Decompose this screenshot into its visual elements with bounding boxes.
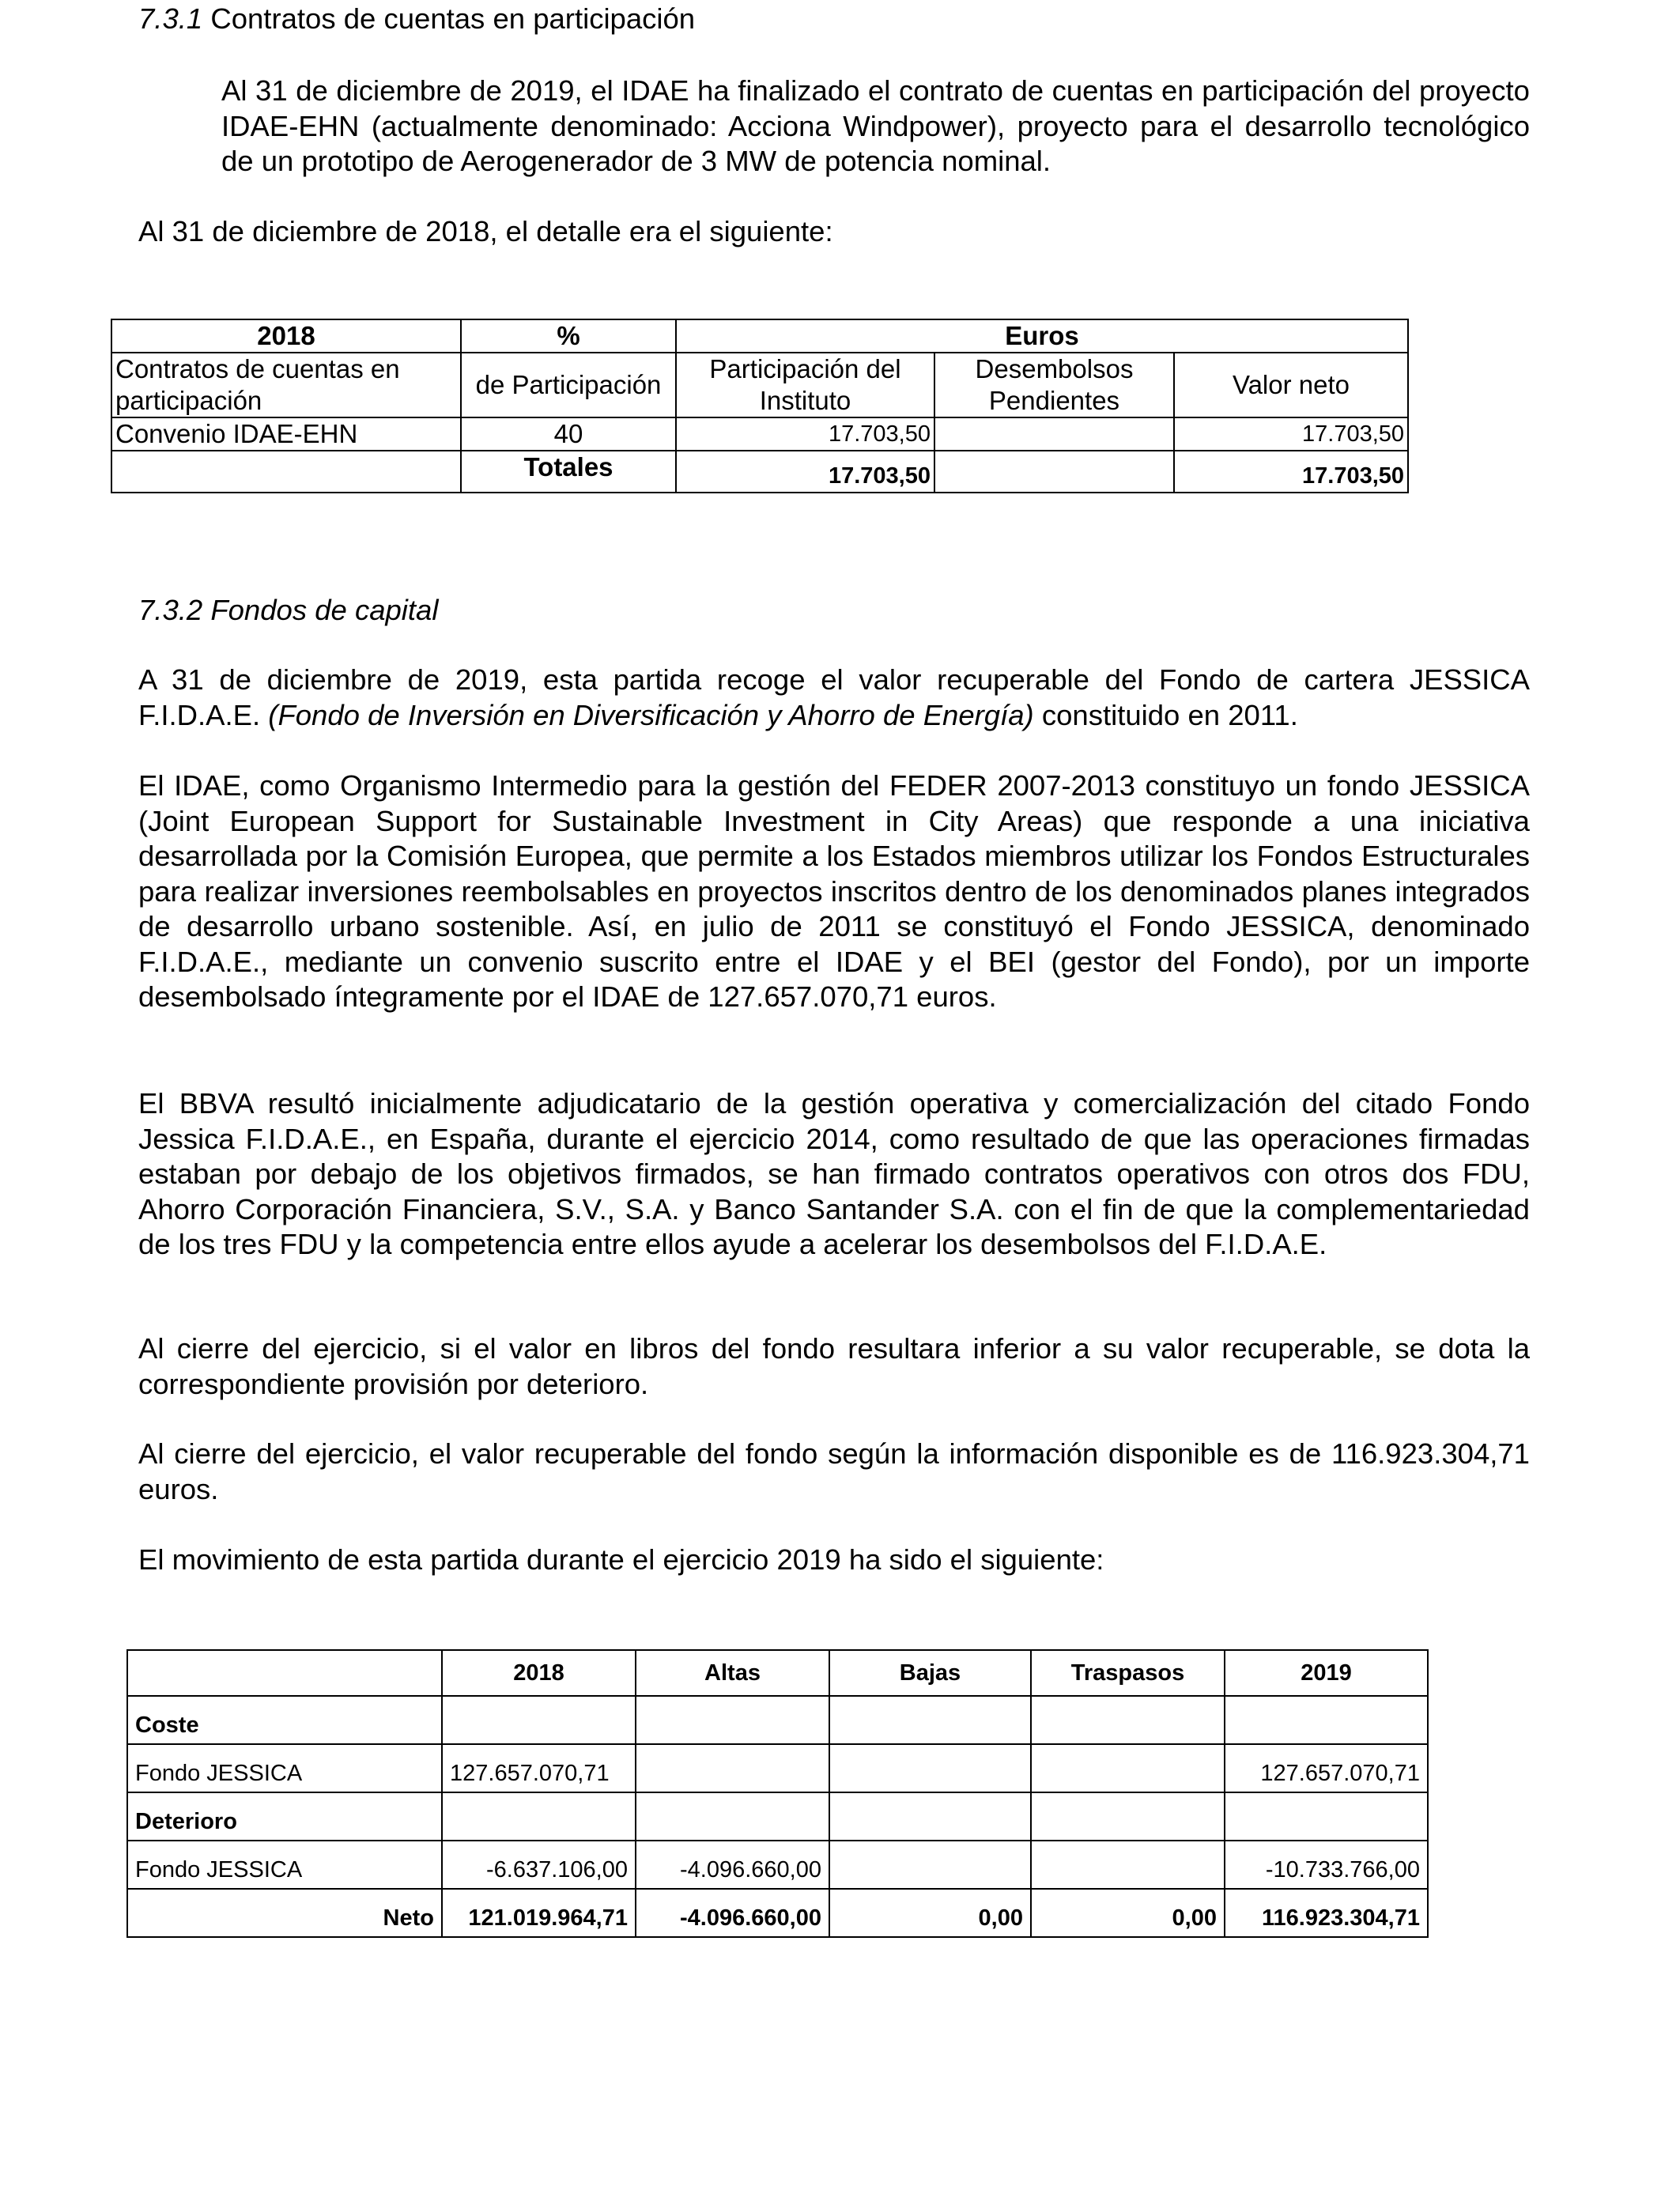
subheader-contracts: Contratos de cuentas en participación <box>111 353 461 417</box>
subheader-participation-institute: Participación del Instituto <box>676 353 934 417</box>
row-name: Convenio IDAE-EHN <box>111 417 461 451</box>
section-number: 7.3.1 <box>138 2 203 35</box>
table-row-coste-label <box>127 1696 1428 1744</box>
coste-label: Coste <box>127 1696 442 1744</box>
cell-2019: 127.657.070,71 <box>1225 1744 1428 1792</box>
cell-2018: 127.657.070,71 <box>442 1744 636 1792</box>
deterioro-label: Deterioro <box>127 1792 442 1841</box>
paragraph-movimiento-2019: El movimiento de esta partida durante el ejercicio 2019 ha sido el siguiente: <box>138 1543 1104 1576</box>
section-heading-7-3-1 <box>138 2 695 37</box>
movements-table <box>126 1649 1429 1938</box>
table-row <box>111 417 1408 451</box>
totals-label: Totales <box>461 451 676 493</box>
row-label: Fondo JESSICA <box>127 1841 442 1889</box>
table-header-row <box>127 1650 1428 1696</box>
table-row-coste <box>127 1744 1428 1792</box>
cell-bajas <box>829 1841 1031 1889</box>
paragraph-detalle-2018: Al 31 de diciembre de 2018, el detalle era el siguiente: <box>138 215 833 247</box>
table-row-deterioro <box>127 1841 1428 1889</box>
header-year: 2018 <box>111 319 461 353</box>
paragraph-idae-organismo: El IDAE, como Organismo Intermedio para la gestión del FEDER 2007-2013 constituyo un fondo JESSICA (Joint European Support for Sustainable Investment in City Areas) que responde a una iniciativa desarrollada por la Comisión Europea, que permite a los Estados miembros utilizar los Fondos Estructurales para realizar inversiones reembolsables en proyectos inscritos dentro de los denominados planes integrados de desarrollo urbano sostenible. Así, en julio de 2011 se constituyó el Fondo JESSICA, denominado F.I.D.A.E., mediante un convenio suscrito entre el IDAE y el BEI (gestor del Fondo), por un importe desembolsado íntegramente por el IDAE de 127.657.070,71 euros. <box>138 769 1530 1013</box>
cell-altas: -4.096.660,00 <box>636 1841 829 1889</box>
header-bajas: Bajas <box>829 1650 1031 1696</box>
cell-traspasos: 0,00 <box>1031 1889 1225 1937</box>
totals-empty <box>111 451 461 493</box>
cell-bajas <box>829 1744 1031 1792</box>
totals-net-value: 17.703,50 <box>1174 451 1408 493</box>
row-net-value: 17.703,50 <box>1174 417 1408 451</box>
row-label: Fondo JESSICA <box>127 1744 442 1792</box>
cell-2018: -6.637.106,00 <box>442 1841 636 1889</box>
p1-text-a: A 31 de diciembre de 2019, esta partida recoge el valor recuperable del Fondo de cartera JESSICA F.I.D.A.E. <box>138 663 1530 731</box>
row-pending <box>934 417 1174 451</box>
header-empty <box>127 1650 442 1696</box>
row-participation: 17.703,50 <box>676 417 934 451</box>
cell-2019: 116.923.304,71 <box>1225 1889 1428 1937</box>
cell-altas: -4.096.660,00 <box>636 1889 829 1937</box>
table-subheader-row <box>111 353 1408 417</box>
table-totals-row <box>111 451 1408 493</box>
table-row-deterioro-label <box>127 1792 1428 1841</box>
subheader-pending: Desembolsos Pendientes <box>934 353 1174 417</box>
table-row-neto <box>127 1889 1428 1937</box>
paragraph-idae-ehn: Al 31 de diciembre de 2019, el IDAE ha finalizado el contrato de cuentas en participación del proyecto IDAE-EHN (actualmente denominado: Acciona Windpower), proyecto para el desarrollo tecnológico de un prototipo de Aerogenerador de 3 MW de potencia nominal. <box>221 74 1530 177</box>
totals-participation: 17.703,50 <box>676 451 934 493</box>
cell-traspasos <box>1031 1841 1225 1889</box>
subheader-net-value: Valor neto <box>1174 353 1408 417</box>
paragraph-cierre-provision: Al cierre del ejercicio, si el valor en libros del fondo resultara inferior a su valor recuperable, se dota la correspondiente provisión por deterioro. <box>138 1332 1530 1400</box>
paragraph-bbva: El BBVA resultó inicialmente adjudicatario de la gestión operativa y comercialización del citado Fondo Jessica F.I.D.A.E., en España, durante el ejercicio 2014, como resultado de que las operaciones firmadas estaban por debajo de los objetivos firmados, se han firmado contratos operativos con otros dos FDU, Ahorro Corporación Financiera, S.V., S.A. y Banco Santander S.A. con el fin de que la complementariedad de los tres FDU y la competencia entre ellos ayude a acelerar los desembolsos del F.I.D.A.E. <box>138 1087 1530 1260</box>
cell-2019: -10.733.766,00 <box>1225 1841 1428 1889</box>
cell-traspasos <box>1031 1744 1225 1792</box>
neto-label: Neto <box>127 1889 442 1937</box>
header-traspasos: Traspasos <box>1031 1650 1225 1696</box>
cell-bajas: 0,00 <box>829 1889 1031 1937</box>
section-heading-7-3-2: 7.3.2 Fondos de capital <box>138 594 439 626</box>
header-altas: Altas <box>636 1650 829 1696</box>
paragraph-valor-recuperable: Al cierre del ejercicio, el valor recuperable del fondo según la información disponible es de 116.923.304,71 euros. <box>138 1437 1530 1505</box>
section-title: Contratos de cuentas en participación <box>210 2 696 35</box>
p1-text-c: constituido en 2011. <box>1033 698 1298 731</box>
cell-2018: 121.019.964,71 <box>442 1889 636 1937</box>
paragraph-fondo-jessica <box>138 663 1530 733</box>
subheader-participation-pct: de Participación <box>461 353 676 417</box>
contracts-table <box>111 319 1409 493</box>
header-2019: 2019 <box>1225 1650 1428 1696</box>
totals-pending <box>934 451 1174 493</box>
header-euros: Euros <box>676 319 1408 353</box>
header-2018: 2018 <box>442 1650 636 1696</box>
row-percent: 40 <box>461 417 676 451</box>
p1-text-italic: (Fondo de Inversión en Diversificación y Ahorro de Energía) <box>260 698 1034 731</box>
table-header-row <box>111 319 1408 353</box>
header-percent: % <box>461 319 676 353</box>
cell-altas <box>636 1744 829 1792</box>
